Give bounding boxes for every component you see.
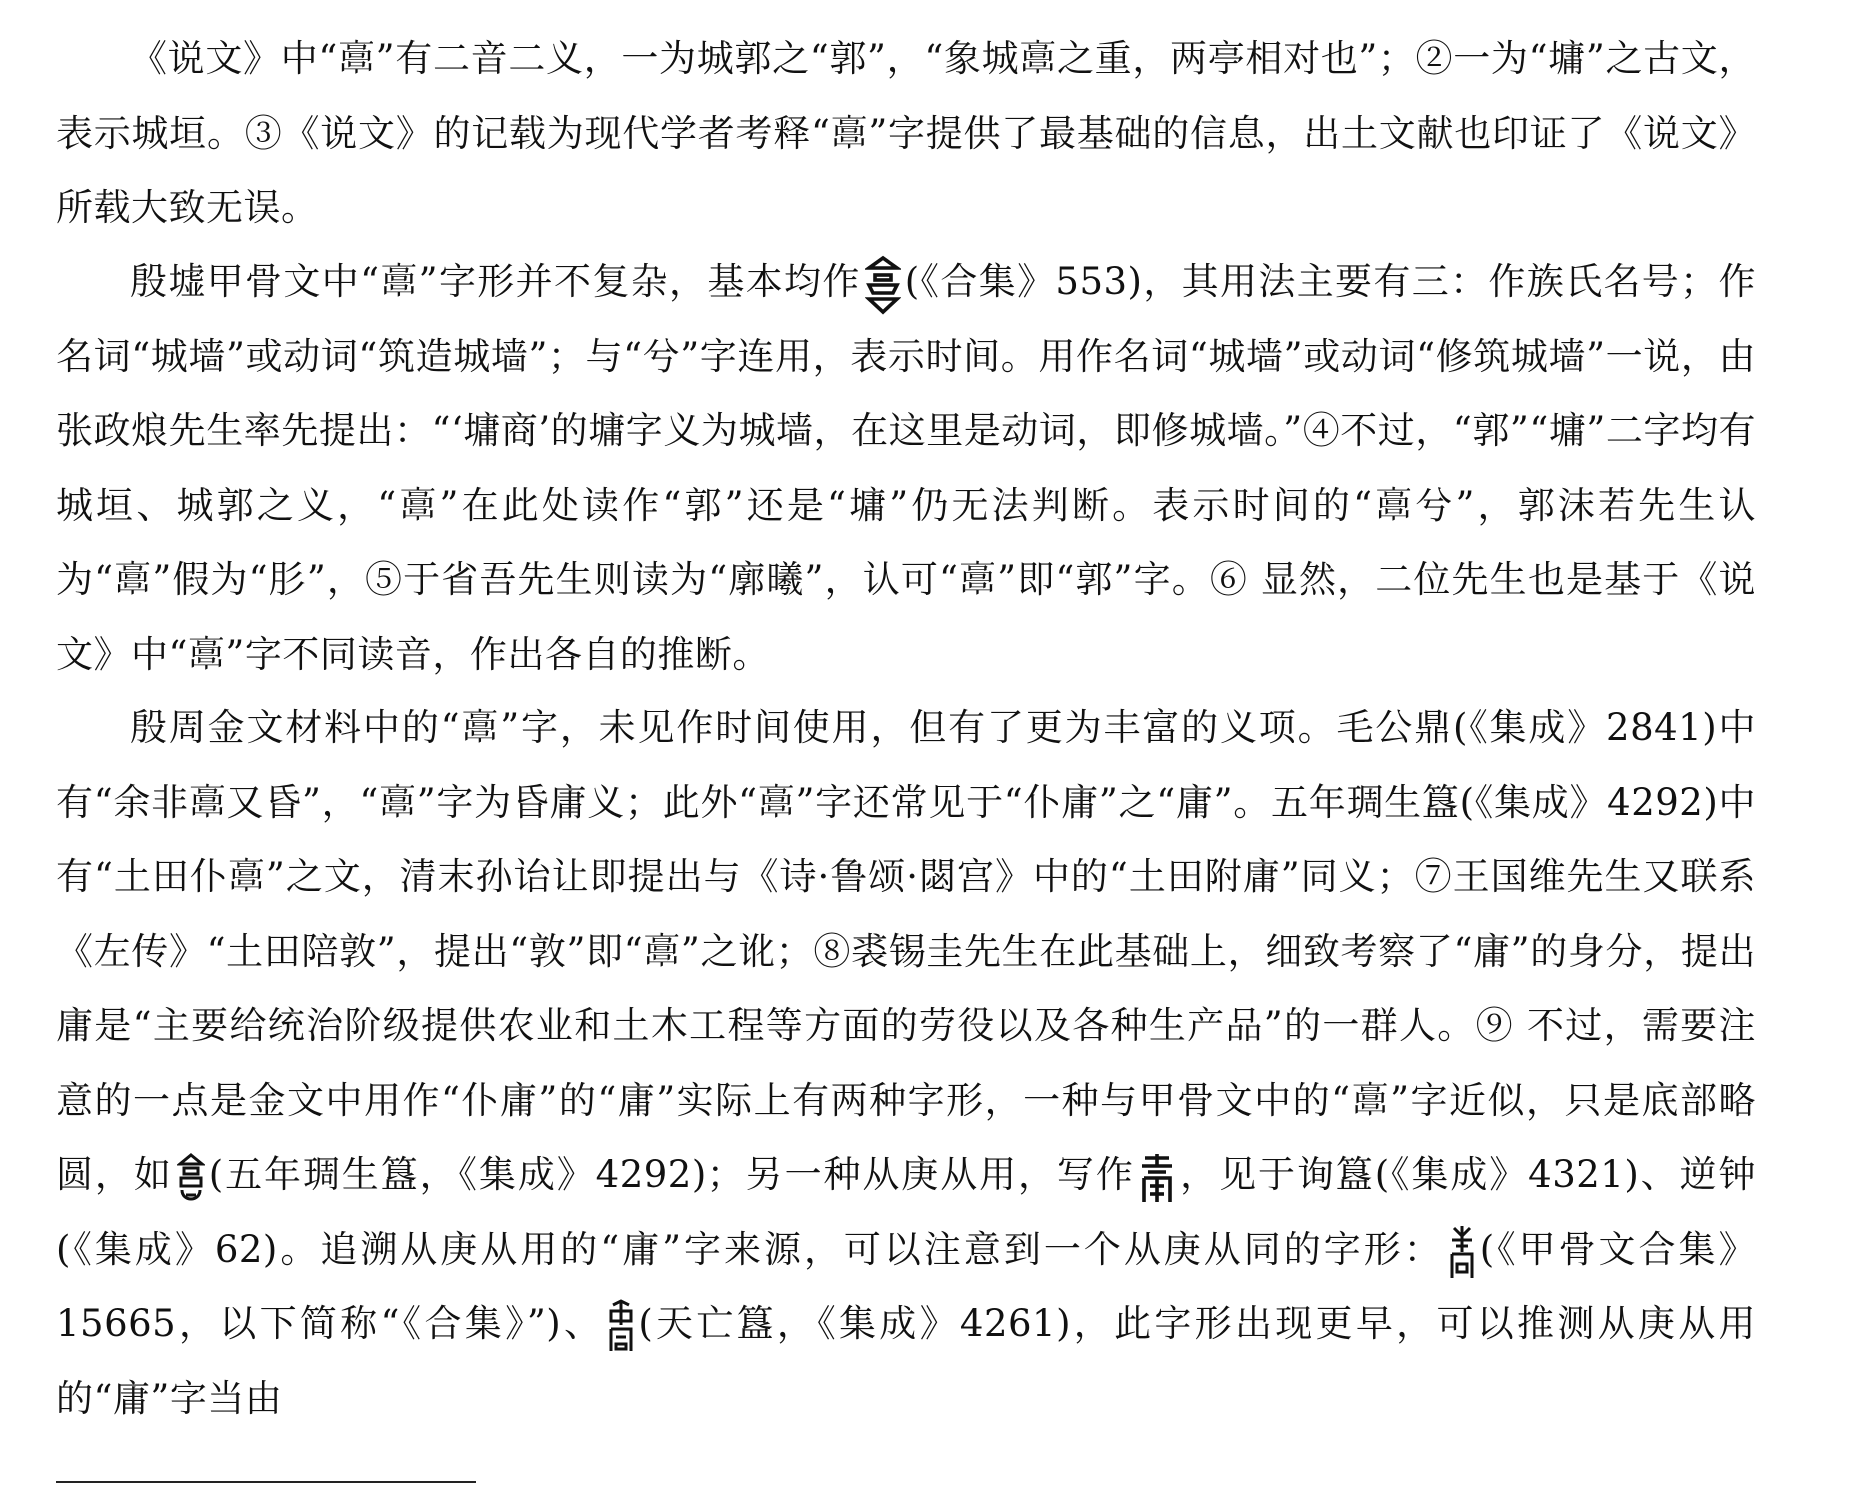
- footnote-divider: [56, 1481, 476, 1483]
- bronze-geng-tong-glyph-icon: [608, 1299, 634, 1355]
- oracle-bone-guo-glyph-icon: [865, 255, 901, 315]
- paragraph-2-text-a: 殷墟甲骨文中“𩫖”字形并不复杂，基本均作: [130, 260, 861, 303]
- paragraph-3-text-e: (天亡簋，《集成》4261)，此字形出现更早，可以推测从庚从用的“庸”字当由: [56, 1302, 1757, 1420]
- paragraph-2: [56, 245, 1756, 692]
- paragraph-3-text-a: 殷周金文材料中的“𩫖”字，未见作时间使用，但有了更为丰富的义项。毛公鼎(《集成》2841)中有“余非𩫖又昏”，“𩫖”字为昏庸义；此外“𩫖”字还常见于“仆庸”之“庸”。五年琱生簋(《集成》4292)中有“土田仆𩫖”之文，清末孙诒让即提出与《诗·鲁颂·閟宫》中的“土田附庸”同义；⑦王国维先生又联系《左传》“土田陪敦”，提出“敦”即“𩫖”之讹；⑧裘锡圭先生在此基础上，细致考察了“庸”的身分，提出庸是“主要给统治阶级提供农业和土木工程等方面的劳役以及各种生产品”的一群人。⑨ 不过，需要注意的一点是金文中用作“仆庸”的“庸”实际上有两种字形，一种与甲骨文中的“𩫖”字近似，只是底部略圆，如: [56, 706, 1756, 1196]
- paragraph-3: [56, 691, 1756, 1436]
- paragraph-3-text-c: ，见于询簋(《集成》4321)、逆钟(《集成》62)。追溯从庚从用的“庸”字来源，可以注意到一个从庚从同的字形：: [56, 1153, 1756, 1271]
- paragraph-1: [56, 22, 1756, 246]
- paragraph-3-text-b: (五年琱生簋，《集成》4292)；另一种从庚从用，写作: [208, 1153, 1135, 1196]
- bronze-guo-rounded-glyph-icon: [177, 1153, 205, 1203]
- bronze-yong-geng-yong-glyph-icon: [1139, 1152, 1175, 1204]
- paragraph-2-text-b: (《合集》553)，其用法主要有三：作族氏名号；作名词“城墙”或动词“筑造城墙”；与“兮”字连用，表示时间。用作名词“城墙”或动词“修筑城墙”一说，由张政烺先生率先提出：“‘墉商’的墉字义为城墙，在这里是动词，即修城墙。”④不过，“郭”“墉”二字均有城垣、城郭之义，“𩫖”在此处读作“郭”还是“墉”仍无法判断。表示时间的“𩫖兮”，郭沫若先生认为“𩫖”假为“肜”，⑤于省吾先生则读为“廓曦”，认可“𩫖”即“郭”字。⑥ 显然，二位先生也是基于《说文》中“𩫖”字不同读音，作出各自的推断。: [56, 260, 1756, 676]
- paragraph-3-text-d: (《甲骨文合集》15665，以下简称“《合集》”)、: [56, 1227, 1757, 1345]
- paragraph-1-text: 《说文》中“𩫖”有二音二义，一为城郭之“郭”，“象城𩫖之重，两亭相对也”；②一为“墉”之古文，表示城垣。③《说文》的记载为现代学者考释“𩫖”字提供了最基础的信息，出土文献也印证了《说文》所载大致无误。: [56, 37, 1756, 229]
- oracle-geng-tong-glyph-icon: [1448, 1224, 1476, 1280]
